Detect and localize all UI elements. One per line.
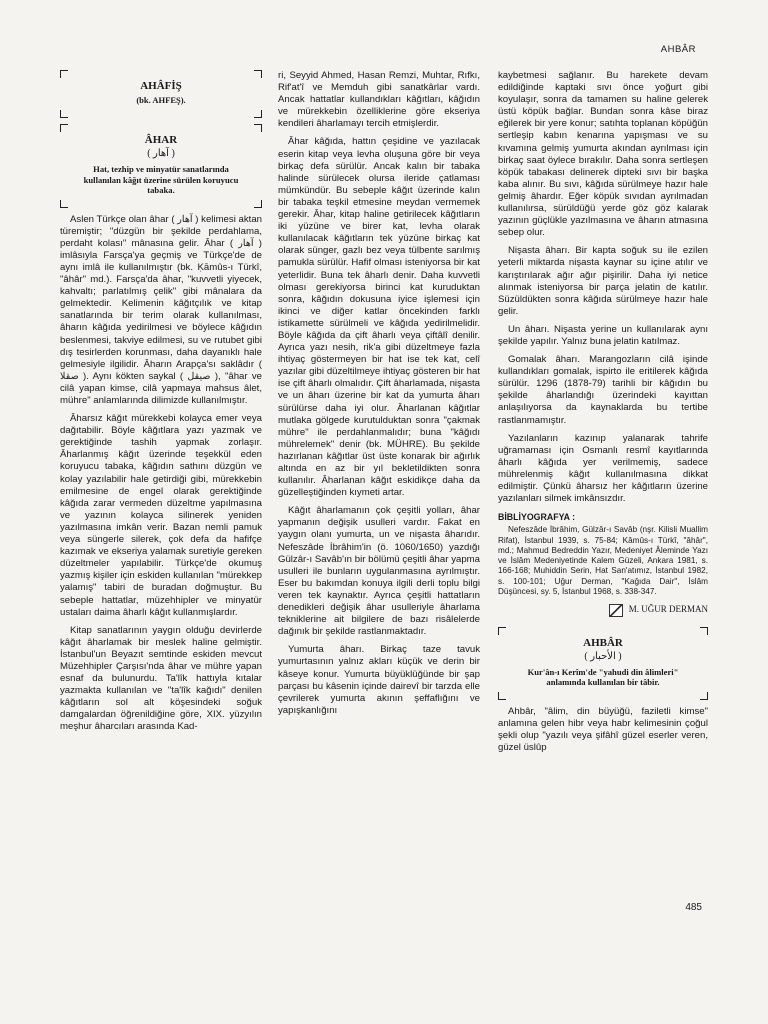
body-paragraph: Âharsız kâğıt mürekkebi kolayca emer veya dağıtabilir. Böyle kâğıtlara yazı yazmak ve gerektiğinde tashih yapmak zorlaşır. Âharlanmış kâğıt üzerinde teşekkül eden koruyucu tabaka, kâğıdın sathını düzgün ve kolay yazılabilir hale getirdiği gibi, mürekkebin emilmesine de engel olarak gerektiğinde kâğıda zarar vermeden düzeltme yapılmasına ve yazının kolayca silinerek yeniden yazılmasına imkân verir. Bazan nemli pamuk veya süngerle silerek, çok defa da hafifçe kazımak ve ekseriya yalamak suretiyle gereken düzeltmeler yapılabilir. Türkçe'de okumuş yazmış kişiler için eskiden kullanılan "mürekkep yalamış" tabiri de buradan doğmuştur. Bu sebeple hattatlar, müzehhipler ve minyatür ustaları daima âharlı kâğıt kullanmışlardır. (60, 413, 262, 618)
entry-description: Hat, tezhip ve minyatür sanatlarında kullanılan kâğıt üzerine sürülen koruyucu tabaka. (83, 164, 239, 196)
running-head: AHBÂR (660, 44, 696, 55)
body-paragraph: Yazılanların kazınıp yalanarak tahrife uğramaması için Osmanlı resmî kayıtlarında âharlı kâğıda yer verilmemiş, sadece mührelenmiş kâğıt kullanılmasına dikkat edilmiştir. Çünkü âharsız her kâğıtların üzerine yazılanları silmek imkânsızdır. (498, 432, 708, 505)
body-paragraph: Gomalak âharı. Marangozların cilâ işinde kullandıkları gomalak, ispirto ile eritilerek kâğıda sürülür. 1296 (1878-79) tarihli bir kâğıdın bu şekilde âharlandığı üzerindeki kayıttan anlaşılıyorsa da kaynaklarda bu tertibe rastlanmamıştır. (498, 354, 708, 426)
corner-mark (498, 627, 506, 635)
corner-mark (60, 110, 68, 118)
corner-mark (700, 692, 708, 700)
corner-mark (700, 627, 708, 635)
body-paragraph: Nişasta âharı. Bir kapta soğuk su ile ezilen yeterli miktarda nişasta kaynar su içine atılır ve karıştırılarak ağır ağır pişirilir. Daha iyi netice alınmak isteniyorsa bir parça jelatin de katılır. Süzüldükten sonra kâğıda sürülmeye hazır hale gelir. (498, 245, 708, 317)
entry-title-ahafis: AHÂFİŞ (140, 80, 182, 92)
cross-reference: (bk. AHFEŞ). (136, 95, 186, 106)
author-signature (498, 603, 708, 616)
entry-header-ahbar (498, 627, 708, 700)
entry-description: Kur'ân-ı Kerîm'de "yahudi din âlimleri" anlamında kullanılan bir tâbir. (527, 666, 679, 688)
corner-mark (254, 70, 262, 78)
corner-mark (498, 692, 506, 700)
publisher-logo-icon (609, 604, 623, 617)
corner-mark (254, 200, 262, 208)
body-paragraph: Ahbâr, "âlim, din büyüğü, faziletli kimse" anlamına gelen hibr veya habr kelimesinin çoğul şekli olup "yazılı veya şifâhî güzel eserler veren, güzel üslûp (498, 705, 708, 754)
entry-header-ahafis (60, 70, 262, 118)
body-paragraph: Kitap sanatlarının yaygın olduğu devirlerde kâğıt âharlamak bir meslek haline gelmiştir. İstanbul'un Beyazıt semtinde eskiden mevcut Müzehhipler Çarşısı'nda âhar ve mühre yapan esnaf da bulunurdu. Ta'lîk hattıyla kıtalar yazmakta kullanılan ve "ta'lîk kağıdı" denilen kâğıtların sol alt köşesindeki soğuk damgalardan öğrenildiğine göre, XIX. yüzyılın meşhur âharcıları arasında Kad- (60, 624, 262, 733)
body-paragraph: Yumurta âharı. Birkaç taze tavuk yumurtasının yalnız akları küçük ve derin bir kâseye konur. Yumurta büyüklüğünde bir şap parçası bu kâsenin içinde dairevî bir tarzda elle çevrilerek yumurta akının şeffaflığını ve yapışkanlığını (278, 644, 480, 716)
entry-header-ahar (60, 124, 262, 207)
entry-title-ahar: ÂHAR (144, 134, 178, 147)
body-paragraph: Âhar kâğıda, hattın çeşidine ve yazılacak eserin kitap veya levha oluşuna göre bir veya birkaç defa sürülür. Ancak kalın bir tabaka halinde sürülecek olursa ileride çatlaması mümkündür. Bu sebeple kâğıt üzerinde kalın bir tabaka teşkil etmesine meydan vermemek gerekir. Âhar, kitap haline getirilecek kâğıtların iki yüzüne ve birer kat, levha olarak kullanılacak kâğıtların tek yüzüne birkaç kat olarak sünger, gazlı bez veya tülbente sarılmış pamukla sürülür. Hafif olması isteniyorsa bir kat yeterlidir. Buna tek âharlı denir. Daha kuvvetli olması gerekiyorsa birinci kat kuruduktan sonra, kâğıdın dokusuna iyice işlemesi için ikinci ve diğer katlar öncekinden farklı istikamette sürülmeli ve kâğıda yedirilmelidir. Böyle kâğıda da çift âharlı veya çiftâlî denilir. Ayrıca yazı nesih, rik'a gibi düzeltmeye fazla ihtiyaç göstermeyen bir hat ise tek kat, celî yazılar gibi düzeltilmeye ihtiyaç gösteren bir hat ise çift âharlı olmalıdır. Çift âharlamada, nişasta ve un âharı üzerine bir kat da yumurta âharı sürülürse daha iyi olur. Âharlanan kâğıtlar mutlaka gölgede kurutulduktan sonra "çakmak mühre" ile perdahlanmalıdır; buna "kâğıdı mührelemek" denir (bk. MÜHRE). Bu şekilde hazırlanan kâğıtlar üst üste konarak bir ağırlık altında en az bir yıl bekletildikten sonra kullanılır. Âharlanan kâğıt eskidikçe daha da güzelleştiğinden kıymeti artar. (278, 136, 480, 499)
author-name: M. UĞUR DERMAN (628, 604, 708, 615)
column-1 (60, 70, 262, 740)
column-3 (498, 70, 708, 760)
column-2 (278, 70, 480, 723)
arabic-title: ( الأحبار ) (584, 650, 622, 662)
page-number: 485 (685, 902, 702, 913)
body-paragraph: Aslen Türkçe olan âhar ( آهار ) kelimesi aktan türemiştir; "düzgün bir şekilde perdahlama, perdaht kolası" mânasına gelir. Âhar ( آهار ) imlâsıyla Farsça'ya geçmiş ve Türkçe'de de aynı imlâ ile kullanılmıştır (bk. Ḳāmûs-ı Türkî, "âhâr" md.). Farsça'da âhar, "kuvvetli yiyecek, kahvaltı; parlatılmış çelik" gibi mânalara da gelmektedir. Kelimenin kâğıtçılık ve kitap sanatlarında bir terim olarak kullanılması, âharın kâğıda yedirilmesi ve böylece kâğıdın beslenmesi, takviye edilmesi, su ve rutubet gibi dış tesirlerden korunması, daha dayanıklı hale gelmesiyle ilgilidir. Âharın Arapça'sı saklâdır ( صقلا ). Aynı kökten saykal ( صيقل ), "âhar ve cilâ yapan kimse, cilâ yapmaya mahsus âlet, mühre" anlamlarında dilimizde kullanılmıştır. (60, 213, 263, 406)
bibliography-heading: BİBLİYOGRAFYA : (498, 512, 576, 523)
arabic-title: ( آهار ) (147, 148, 175, 160)
corner-mark (60, 200, 68, 208)
corner-mark (60, 124, 68, 132)
corner-mark (254, 110, 262, 118)
entry-title-ahbar: AHBÂR (583, 636, 623, 649)
body-paragraph: Kâğıt âharlamanın çok çeşitli yolları, âhar yapmanın değişik usulleri vardır. Fakat en yaygın olanı yumurta, un ve nişasta âharıdır. Nefeszâde İbrâhim'in (ö. 1060/1650) yazdığı Gülzâr-ı Savâb'ın bir bölümü çeşitli âhar yapma usulleri ile bunların uygulanmasına ayrılmıştır. Eser bu bakımdan konuya ilgili derli toplu bilgi veren tek kaynaktır. Ayrıca çeşitli hattatların denedikleri değişik âhar usulleriyle âharlama tekniklerine ait bilgilere de bazı risâlelerde dağınık bir şekilde rastlanmaktadır. (278, 505, 480, 638)
body-paragraph: kaybetmesi sağlanır. Bu harekete devam edildiğinde kaptaki sıvı önce yoğurt gibi koyulaşır, sonra da tamamen su haline gelerek üstü köpük bağlar. Bundan sonra kâse biraz eğilerek bir yere konur; satıhta toplanan köpüğün sertleşip kabın kenarına yapışması ve su kıvamına gelmiş yumurta akından ayrılması için birkaç saat öylece bırakılır. Daha sonra sertleşen köpük tabakası delinerek dipteki sıvı bir başka kaba alınır. Bu sıvı, kâğıda sürülmeye hazır hale gelmiş âhardır. Eğer köpük sıvıdan ayrılmadan kullanılırsa, sürüldüğü yerde göz göz kalarak yazının güçlükle yazılmasına ve âharın atmasına sebep olur. (498, 70, 708, 239)
bibliography-text: Nefeszâde İbrâhim, Gülzâr-ı Savâb (nşr. Kilisli Muallim Rifat), İstanbul 1939, s. 75-84; Kâmûs-ı Türkî, "âhâr", md.; Mahmud Bedreddin Yazır, Medeniyet Âleminde Yazı ve İslâm Medeniyetinde Kalem Güzeli, Ankara 1981, s. 166-168; Muhiddin Serin, Hat San'atımız, İstanbul 1982, s. 100-101; Uğur Derman, "Kağıda Dair", İslâm Düşüncesi, sy. 5, İstanbul 1968, s. 338-347. (498, 525, 708, 597)
corner-mark (60, 70, 68, 78)
body-paragraph: Un âharı. Nişasta yerine un kullanılarak aynı şekilde yapılır. Yalnız buna jelatin katılmaz. (498, 323, 708, 347)
corner-mark (254, 124, 262, 132)
body-paragraph: ri, Seyyid Ahmed, Hasan Remzi, Muhtar, Rıfkı, Rif'at'î ve Memduh gibi sanatkârlar vardı. Ancak hattatlar kullandıkları kâğıtları, kâğıdın ve mürekkebin özelliklerine göre ekseriya kendileri âharlamayı tercih etmişlerdir. (278, 70, 480, 130)
